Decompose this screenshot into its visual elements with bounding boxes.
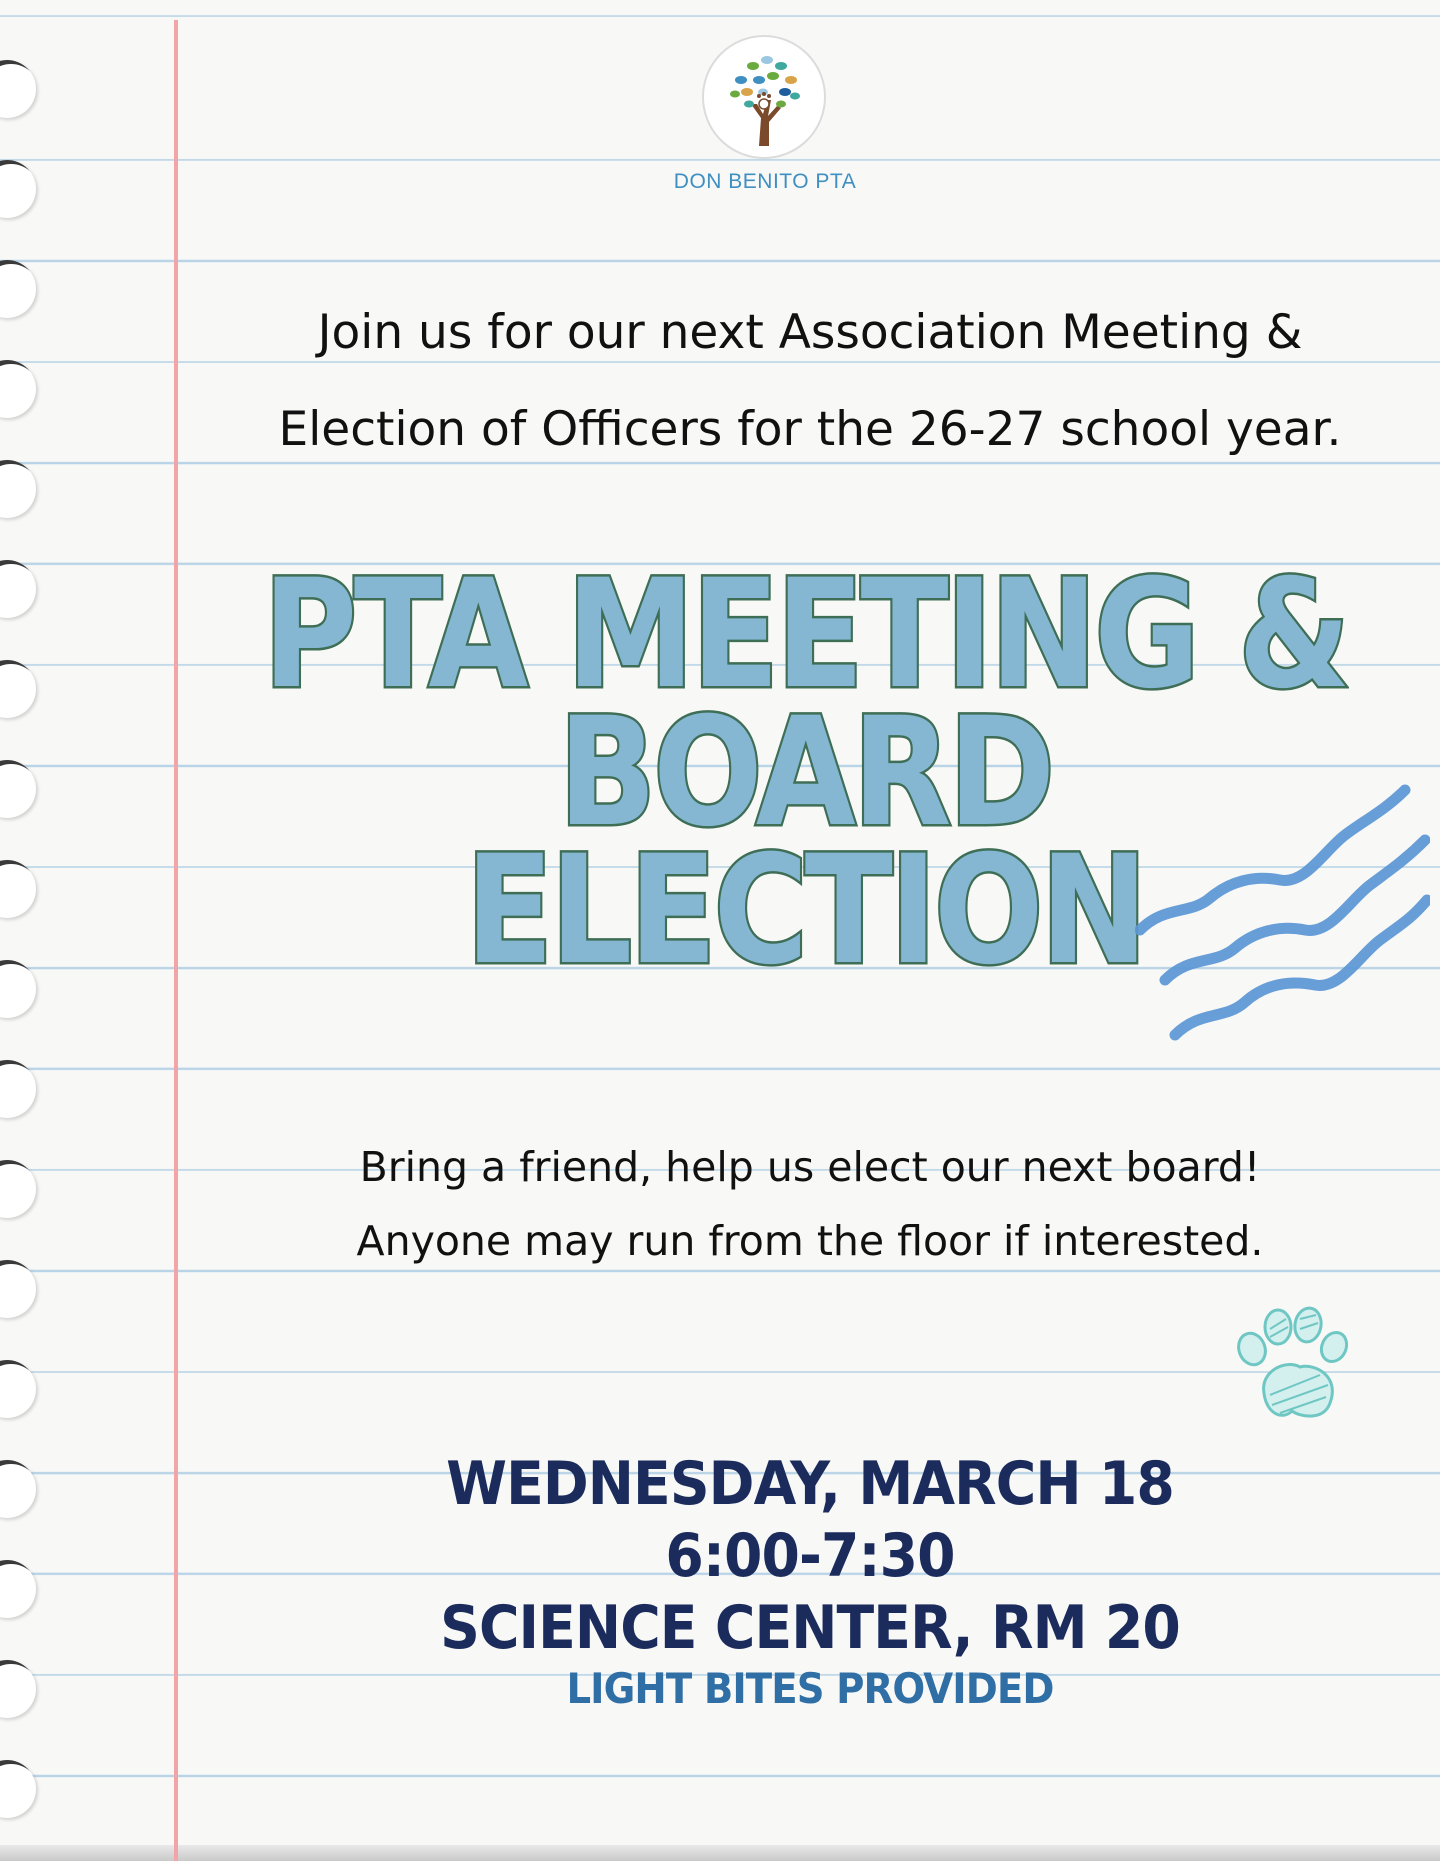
- invite-line: Bring a friend, help us elect our next board!: [359, 1143, 1261, 1191]
- invite-text: [190, 1130, 1430, 1278]
- binding-ring: [0, 460, 36, 518]
- binding-ring: [0, 1160, 36, 1218]
- binding-ring: [0, 1260, 36, 1318]
- binding-ring: [0, 60, 36, 118]
- headline-line: BOARD: [558, 686, 1052, 860]
- paper-bottom-edge: [0, 1845, 1440, 1861]
- headline-line: ELECTION: [465, 824, 1145, 998]
- binding-ring: [0, 1360, 36, 1418]
- intro-line: Join us for our next Association Meeting &: [317, 305, 1303, 360]
- wavy-lines-icon: [1135, 780, 1430, 1045]
- binding-ring: [0, 1660, 36, 1718]
- binding-ring: [0, 560, 36, 618]
- margin-line: [174, 20, 178, 1861]
- binding-ring: [0, 960, 36, 1018]
- headline-line: PTA MEETING &: [262, 548, 1348, 722]
- intro-text: [190, 284, 1430, 478]
- spiral-binding: [0, 0, 60, 1861]
- binding-ring: [0, 1460, 36, 1518]
- binding-ring: [0, 260, 36, 318]
- binding-ring: [0, 860, 36, 918]
- event-time: 6:00-7:30: [665, 1521, 955, 1591]
- event-date: WEDNESDAY, MARCH 18: [446, 1449, 1174, 1519]
- paw-print-icon: [1230, 1305, 1354, 1429]
- binding-ring: [0, 1760, 36, 1818]
- binding-ring: [0, 360, 36, 418]
- invite-line: Anyone may run from the floor if interested.: [356, 1217, 1264, 1265]
- org-name: DON BENITO PTA: [673, 170, 857, 193]
- binding-ring: [0, 760, 36, 818]
- binding-ring: [0, 160, 36, 218]
- event-note: LIGHT BITES PROVIDED: [566, 1664, 1054, 1713]
- event-location: SCIENCE CENTER, RM 20: [440, 1593, 1180, 1663]
- event-details: [190, 1448, 1430, 1714]
- intro-line: Election of Officers for the 26-27 school year.: [278, 402, 1342, 457]
- binding-ring: [0, 660, 36, 718]
- binding-ring: [0, 1060, 36, 1118]
- tree-paw-logo-icon: [701, 34, 827, 160]
- binding-ring: [0, 1560, 36, 1618]
